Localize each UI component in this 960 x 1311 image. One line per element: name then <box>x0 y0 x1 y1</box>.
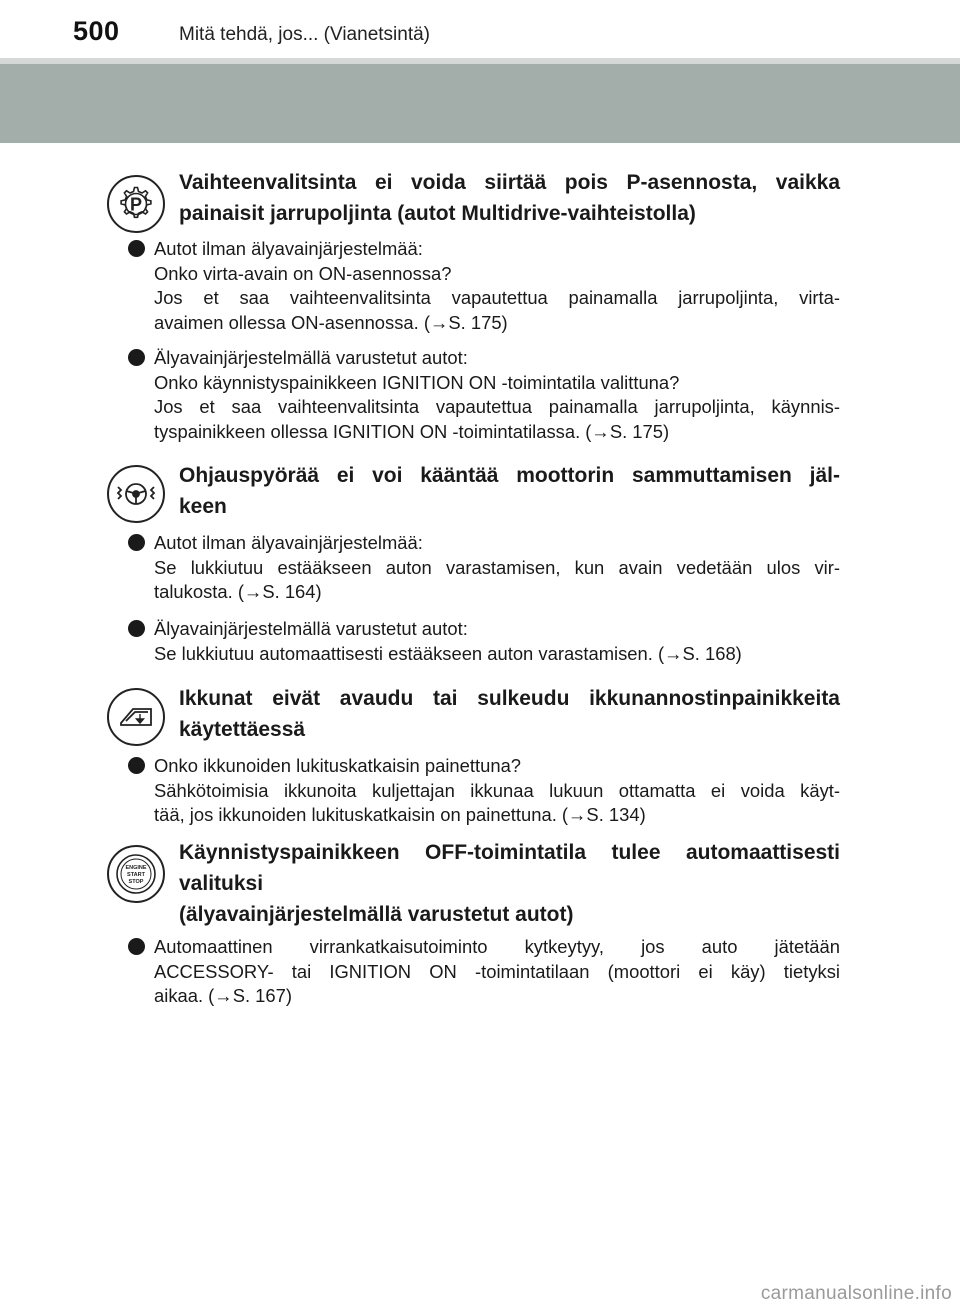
text-line: Onko virta-avain on ON-asennossa? <box>154 262 452 284</box>
text-line: ACCESSORY- tai IGNITION ON -toimintatilaan (moottori ei käy) tietyksi <box>154 960 840 982</box>
bullet-icon <box>128 938 145 955</box>
bullet-text <box>154 346 840 444</box>
text-line: tää, jos ikkunoiden lukituskatkaisin on painettuna. (→S. 134) <box>154 804 646 825</box>
bullet-icon <box>128 620 145 637</box>
text-line: talukosta. (→S. 164) <box>154 581 322 602</box>
icon-label-line: START <box>127 872 145 878</box>
bullet-text <box>154 237 840 335</box>
svg-text:P: P <box>129 194 143 215</box>
bullet-icon <box>128 757 145 774</box>
text-line: Onko ikkunoiden lukituskatkaisin painettuna? <box>154 755 522 776</box>
bullet-icon <box>128 240 145 257</box>
text-line: Sähkötoimisia ikkunoita kuljettajan ikkunaa lukuun ottamatta ei voida käyt- <box>154 779 840 801</box>
text-line: tyspainikkeen ollessa IGNITION ON -toimintatilassa. (→S. 175) <box>154 420 670 442</box>
text-line: Se lukkiutuu estääkseen auton varastamisen, kun avain vedetään ulos vir- <box>154 556 840 578</box>
bullet-text <box>154 617 840 666</box>
heading-line: painaisit jarrupoljinta (autot Multidrive-vaihteistolla) <box>179 202 696 225</box>
section-heading <box>179 167 840 229</box>
bullet-text <box>154 754 840 828</box>
gear-p-icon <box>107 175 165 233</box>
section-heading <box>179 460 840 522</box>
section-heading <box>179 683 840 745</box>
text-line: Automaattinen virrankatkaisutoiminto kytkeytyy, jos auto jätetään <box>154 936 840 957</box>
text-line: Jos et saa vaihteenvalitsinta vapautettua painamalla jarrupoljinta, virta- <box>154 287 840 308</box>
steering-wheel-icon <box>107 465 165 523</box>
bullet-icon <box>128 349 145 366</box>
page-header <box>0 0 960 58</box>
header-band <box>0 64 960 143</box>
heading-line: Käynnistyspainikkeen OFF-toimintatila tulee automaattisesti <box>179 841 840 864</box>
watermark: carmanualsonline.info <box>760 1283 952 1304</box>
heading-line: valituksi <box>179 872 264 895</box>
section-heading <box>179 837 840 930</box>
icon-label-line: ENGINE <box>125 865 147 871</box>
text-line: Se lukkiutuu automaattisesti estääkseen auton varastamisen. (→S. 168) <box>154 642 742 664</box>
heading-line: Ikkunat eivät avaudu tai sulkeudu ikkunannostinpainikkeita <box>179 687 840 710</box>
text-line: Autot ilman älyavainjärjestelmää: <box>154 238 423 259</box>
bullet-text <box>154 935 840 1009</box>
engine-start-stop-icon <box>107 845 165 903</box>
text-line: Älyavainjärjestelmällä varustetut autot: <box>154 618 468 639</box>
page-number: 500 <box>73 16 120 46</box>
heading-line: Vaihteenvalitsinta ei voida siirtää pois P-asennosta, vaikka <box>179 171 840 194</box>
power-window-icon <box>107 688 165 746</box>
heading-line: Ohjauspyörää ei voi kääntää moottorin sammuttamisen jäl- <box>179 464 840 487</box>
bullet-text <box>154 531 840 605</box>
text-line: aikaa. (→S. 167) <box>154 985 292 1006</box>
text-line: Onko käynnistyspainikkeen IGNITION ON -toimintatila valittuna? <box>154 371 680 393</box>
text-line: Jos et saa vaihteenvalitsinta vapautettua painamalla jarrupoljinta, käynnis- <box>154 396 840 417</box>
text-line: Älyavainjärjestelmällä varustetut autot: <box>154 347 468 368</box>
text-line: Autot ilman älyavainjärjestelmää: <box>154 532 423 553</box>
chapter-title: Mitä tehdä, jos... (Vianetsintä) <box>179 24 430 45</box>
heading-line: käytettäessä <box>179 718 306 741</box>
text-line: avaimen ollessa ON-asennossa. (→S. 175) <box>154 311 508 333</box>
heading-line: keen <box>179 495 227 518</box>
icon-label-line: STOP <box>128 879 144 885</box>
bullet-icon <box>128 534 145 551</box>
heading-line: (älyavainjärjestelmällä varustetut autot) <box>179 903 574 926</box>
